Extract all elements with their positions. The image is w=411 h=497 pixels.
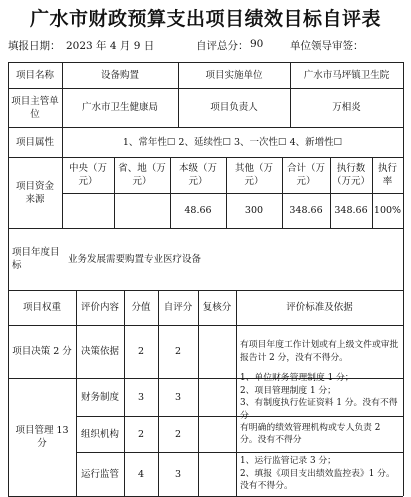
- management-review-score: [198, 416, 236, 452]
- supervisor-value: 广水市卫生健康局: [81, 102, 158, 113]
- project-name-label: 项目名称: [15, 69, 54, 81]
- funds-value-rate: 100%: [373, 205, 402, 216]
- funds-value-other: 300: [244, 205, 264, 216]
- management-content: 运行监管: [80, 468, 119, 480]
- funds-header-other: 其他（万元）: [234, 163, 273, 187]
- management-self-score: 3: [174, 391, 182, 403]
- eval-header-standard: 评价标准及依据: [286, 302, 353, 313]
- management-content: 财务制度: [80, 391, 119, 403]
- attribute-value: 1、常年性☐ 2、延续性☐ 3、一次性☐ 4、新增性☐: [122, 136, 343, 148]
- management-self-score: 2: [174, 428, 182, 440]
- funds-header-local: 本级（万元）: [178, 163, 217, 187]
- decision-standard: 有项目年度工作计划或有上级文件或审批报告计 2 分，没有不得分。: [240, 340, 399, 363]
- decision-label: 项目决策 2 分: [12, 346, 72, 357]
- funds-label: 项目资金来源: [15, 180, 54, 205]
- page-title: 广水市财政预算支出项目绩效目标自评表: [29, 8, 381, 30]
- management-label: 项目管理 13 分: [15, 425, 69, 449]
- leader-signature-label: 单位领导审签：: [290, 40, 364, 52]
- eval-header-self: 自评分: [163, 302, 193, 313]
- fill-date-value: 2023 年 4 月 9 日: [66, 40, 155, 52]
- funds-header-total: 合计（万元）: [286, 163, 325, 187]
- attribute-label: 项目属性: [15, 136, 54, 148]
- decision-self-score: 2: [174, 346, 182, 357]
- funds-header-rate: 执行率: [377, 163, 397, 187]
- self-score-value: 90: [250, 38, 264, 50]
- supervisor-label: 项目主管单位: [11, 95, 59, 120]
- management-review-score: [198, 378, 236, 416]
- leader-label: 项目负责人: [210, 102, 258, 113]
- management-score: 3: [137, 391, 145, 403]
- funds-header-central: 中央（万元）: [68, 163, 107, 187]
- eval-header-content: 评价内容: [80, 302, 119, 313]
- decision-review-score: [198, 325, 236, 378]
- management-score: 4: [137, 468, 145, 480]
- eval-header-review: 复核分: [202, 302, 232, 313]
- decision-content: 决策依据: [80, 346, 119, 357]
- funds-value-central: [62, 193, 114, 228]
- management-content: 组织机构: [80, 428, 119, 440]
- self-score-label: 自评总分：: [196, 40, 249, 52]
- fill-date-label: 填报日期：: [8, 40, 61, 52]
- management-standard: 有明确的绩效管理机构或专人负责 2 分。没有不得分: [240, 422, 381, 445]
- leader-value: 万相炎: [332, 102, 361, 113]
- management-standard: 1、单位财务管理制度 1 分； 2、项目管理制度 1 分； 3、有制度执行佐证资料 1 分。没有不得分: [240, 373, 398, 421]
- eval-header-score: 分值: [131, 302, 151, 313]
- eval-header-weight: 项目权重: [22, 302, 61, 313]
- funds-header-executed: 执行数（万元）: [332, 163, 371, 187]
- management-review-score: [198, 452, 236, 496]
- annual-goal-label: 项目年度目标: [12, 247, 60, 271]
- decision-score: 2: [137, 346, 145, 357]
- management-score: 2: [137, 428, 145, 440]
- management-self-score: 3: [174, 468, 182, 480]
- management-standard: 1、运行监管记录 3 分； 2、填报《项目支出绩效监控表》1 分。没有不得分。: [240, 456, 395, 492]
- funds-value-executed: 348.66: [334, 205, 368, 216]
- funds-value-local: 48.66: [184, 205, 212, 216]
- impl-unit-value: 广水市马坪镇卫生院: [303, 69, 390, 81]
- funds-value-total: 348.66: [289, 205, 323, 216]
- funds-header-provincial: 省、地（万元）: [118, 163, 166, 187]
- project-name-value: 设备购置: [100, 69, 139, 81]
- funds-value-provincial: [114, 193, 170, 228]
- annual-goal-value: 业务发展需要购置专业医疗设备: [68, 253, 202, 265]
- impl-unit-label: 项目实施单位: [205, 69, 263, 81]
